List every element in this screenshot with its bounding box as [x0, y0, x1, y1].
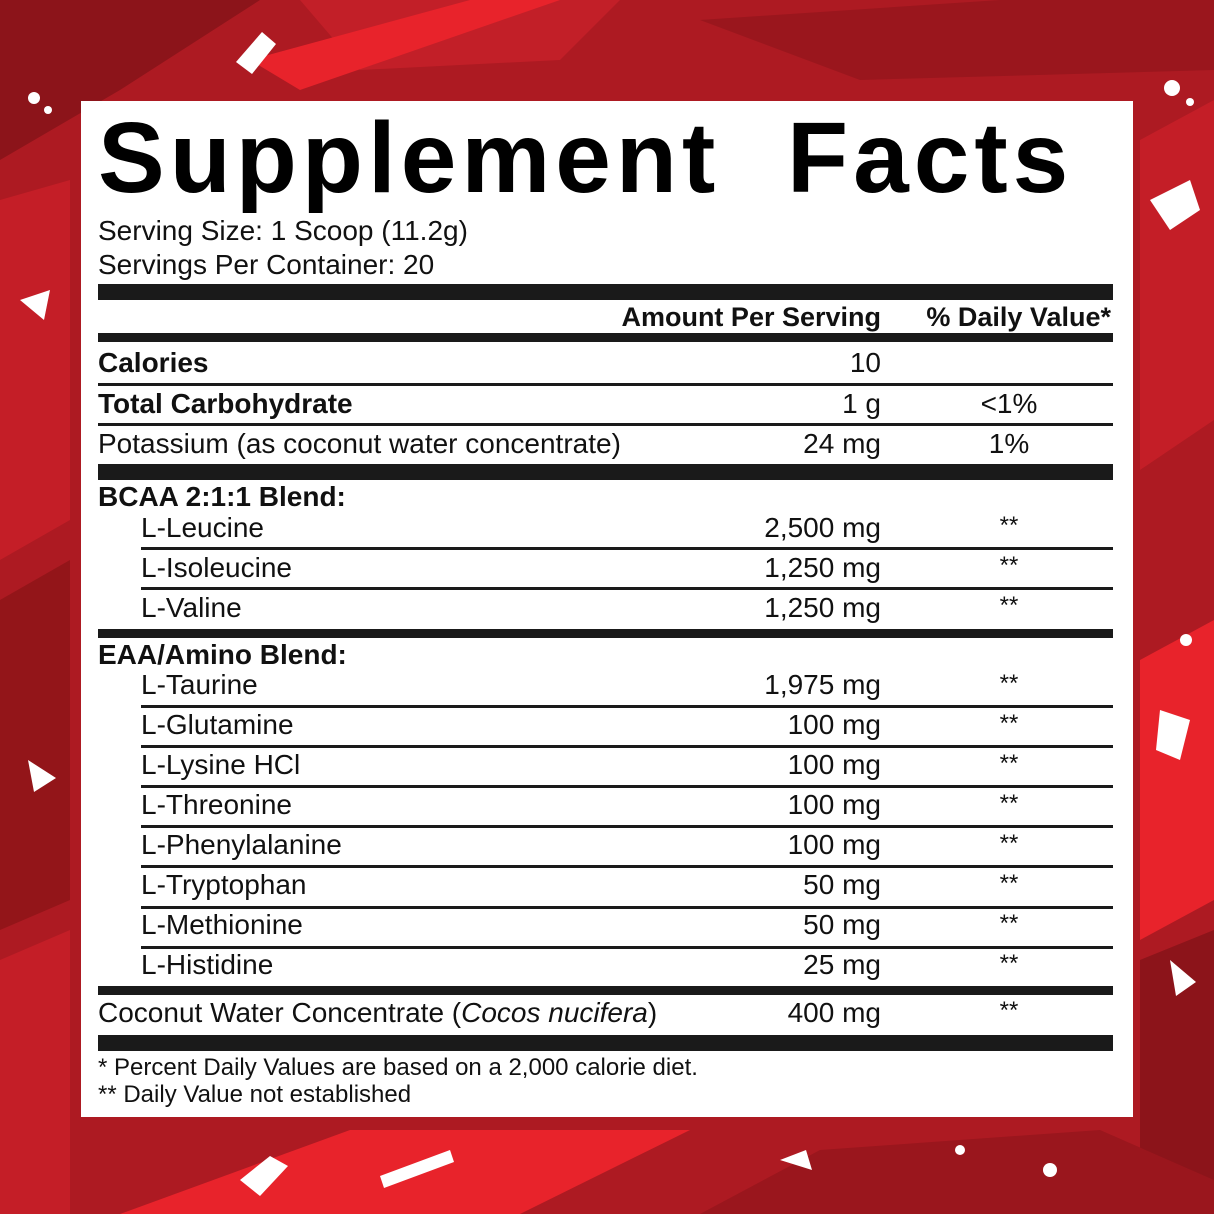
l-tryptophan-label: L-Tryptophan [141, 869, 307, 900]
l-taurine-label: L-Taurine [141, 669, 258, 700]
calories-amount: 10 [849, 347, 881, 378]
l-taurine-dv: ** [999, 670, 1019, 697]
bcaa-blend-heading: BCAA 2:1:1 Blend: [98, 481, 346, 512]
l-histidine-amount: 25 mg [803, 949, 881, 980]
l-phenylalanine-dv: ** [999, 830, 1019, 857]
l-isoleucine-dv: ** [999, 552, 1019, 579]
l-threonine-amount: 100 mg [787, 789, 881, 820]
medium-divider [98, 629, 1113, 638]
l-isoleucine-label: L-Isoleucine [141, 552, 292, 583]
amount-per-serving-header: Amount Per Serving [621, 302, 881, 332]
coconut-water-dv: ** [999, 997, 1019, 1024]
coconut-water-label-suffix: ) [647, 997, 658, 1028]
supplement-facts-panel [81, 101, 1133, 1117]
potassium-label: Potassium (as coconut water concentrate) [98, 428, 621, 459]
thick-divider [98, 1035, 1113, 1051]
l-methionine-label: L-Methionine [141, 909, 303, 940]
l-methionine-amount: 50 mg [803, 909, 881, 940]
servings-per-container: Servings Per Container: 20 [98, 249, 435, 280]
footnote-not-established: ** Daily Value not established [98, 1081, 412, 1108]
l-leucine-label: L-Leucine [141, 512, 264, 543]
medium-divider [98, 986, 1113, 995]
row-divider [141, 547, 1113, 550]
thick-divider [98, 284, 1113, 300]
l-taurine-amount: 1,975 mg [764, 669, 881, 700]
l-isoleucine-amount: 1,250 mg [764, 552, 881, 583]
potassium-dv: 1% [988, 428, 1030, 459]
total-carbohydrate-amount: 1 g [842, 388, 881, 419]
l-phenylalanine-amount: 100 mg [787, 829, 881, 860]
medium-divider [98, 333, 1113, 342]
l-phenylalanine-label: L-Phenylalanine [141, 829, 342, 860]
footnote-daily-values: * Percent Daily Values are based on a 2,000 calorie diet. [98, 1054, 698, 1081]
thick-divider [98, 464, 1113, 480]
l-histidine-dv: ** [999, 950, 1019, 977]
coconut-water-amount: 400 mg [787, 997, 881, 1028]
potassium-amount: 24 mg [803, 428, 881, 459]
total-carbohydrate-dv: <1% [980, 388, 1038, 419]
l-valine-amount: 1,250 mg [764, 592, 881, 623]
row-divider [141, 946, 1113, 949]
row-divider [98, 383, 1113, 386]
l-lysine-hcl-dv: ** [999, 750, 1019, 777]
l-histidine-label: L-Histidine [141, 949, 274, 980]
panel-title: Supplement Facts [98, 102, 1074, 214]
l-methionine-dv: ** [999, 910, 1019, 937]
l-lysine-hcl-amount: 100 mg [787, 749, 881, 780]
l-glutamine-label: L-Glutamine [141, 709, 294, 740]
calories-label: Calories [98, 347, 209, 378]
row-divider [98, 423, 1113, 426]
coconut-latin-name: Cocos nucifera [461, 997, 648, 1028]
coconut-water-label-prefix: Coconut Water Concentrate ( [98, 997, 462, 1028]
l-threonine-dv: ** [999, 790, 1019, 817]
l-glutamine-amount: 100 mg [787, 709, 881, 740]
l-glutamine-dv: ** [999, 710, 1019, 737]
l-valine-label: L-Valine [141, 592, 242, 623]
l-threonine-label: L-Threonine [141, 789, 292, 820]
coconut-water-label [98, 996, 657, 1030]
l-valine-dv: ** [999, 592, 1019, 619]
l-tryptophan-amount: 50 mg [803, 869, 881, 900]
serving-size: Serving Size: 1 Scoop (11.2g) [98, 215, 468, 246]
eaa-blend-heading: EAA/Amino Blend: [98, 639, 347, 670]
row-divider [141, 587, 1113, 590]
l-lysine-hcl-label: L-Lysine HCl [141, 749, 301, 780]
total-carbohydrate-label: Total Carbohydrate [98, 388, 353, 419]
l-leucine-amount: 2,500 mg [764, 512, 881, 543]
daily-value-header: % Daily Value* [926, 302, 1111, 332]
l-leucine-dv: ** [999, 512, 1019, 539]
l-tryptophan-dv: ** [999, 870, 1019, 897]
